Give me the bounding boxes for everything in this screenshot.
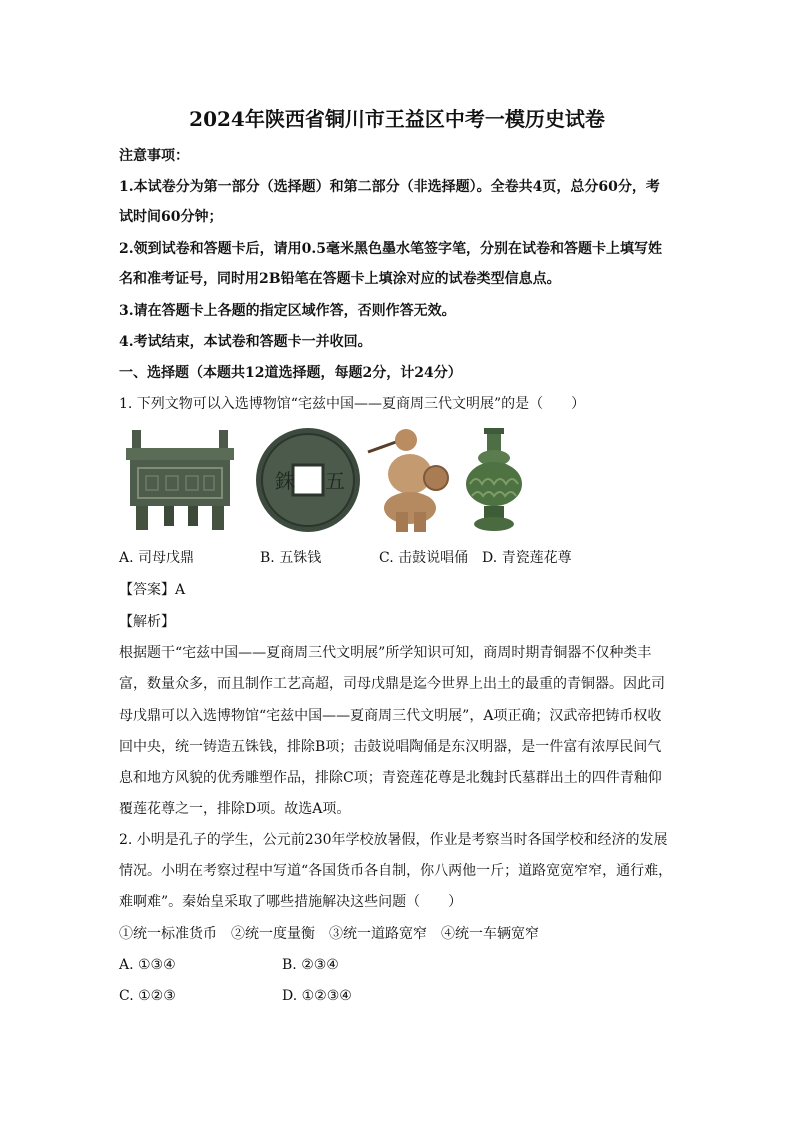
coin-char-wu: 五 xyxy=(325,469,345,493)
q2-choices: ①统一标准货币 ②统一度量衡 ③统一道路宽窄 ④统一车辆宽窄 xyxy=(119,926,539,942)
question-2-stem-line-2: 情况。小明在考察过程中写道“各国货币各自制，你八两他一斤；道路宽宽窄窄，通行难， xyxy=(119,863,673,879)
q1-option-b: B. 五铢钱 xyxy=(260,550,322,566)
q2-option-b: B. ②③④ xyxy=(282,957,339,973)
section-heading-choice: 一、选择题（本题共12道选择题，每题2分，计24分） xyxy=(119,365,462,381)
wuzhu-coin-icon xyxy=(253,426,363,534)
q1-analysis-line-6: 覆莲花尊之一，排除D项。故选A项。 xyxy=(119,801,351,817)
question-2-stem-line-3: 难啊难”。秦始皇采取了哪些措施解决这些问题（ ） xyxy=(119,894,463,910)
bronze-ding-icon xyxy=(124,426,236,534)
drummer-figurine-icon xyxy=(366,426,454,534)
exam-title: 2024年陕西省铜川市王益区中考一模历史试卷 xyxy=(189,107,605,131)
q1-analysis-line-4: 回中央，统一铸造五铢钱，排除B项；击鼓说唱陶俑是东汉明器，是一件富有浓厚民间气 xyxy=(119,739,662,755)
q1-option-d: D. 青瓷莲花尊 xyxy=(482,550,572,566)
celadon-zun-icon xyxy=(462,426,526,534)
q2-option-a: A. ①③④ xyxy=(119,957,176,973)
q1-analysis-line-1: 根据题干“宅兹中国——夏商周三代文明展”所学知识可知，商周时期青铜器不仅种类丰 xyxy=(119,645,652,661)
q1-analysis-heading: 【解析】 xyxy=(119,614,175,630)
q1-option-c: C. 击鼓说唱俑 xyxy=(379,550,469,566)
notice-item-3: 3.请在答题卡上各题的指定区域作答，否则作答无效。 xyxy=(119,303,456,319)
q1-option-a: A. 司母戊鼎 xyxy=(119,550,195,566)
q1-analysis-line-5: 息和地方风貌的优秀雕塑作品，排除C项；青瓷莲花尊是北魏封氏墓群出土的四件青釉仰 xyxy=(119,770,662,786)
q1-analysis-line-2: 富，数量众多，而且制作工艺高超，司母戊鼎是迄今世界上出土的最重的青铜器。因此司 xyxy=(119,676,665,692)
q2-option-d: D. ①②③④ xyxy=(282,988,352,1004)
notice-item-4: 4.考试结束，本试卷和答题卡一并收回。 xyxy=(119,334,372,350)
q2-option-c: C. ①②③ xyxy=(119,988,176,1004)
notice-heading: 注意事项： xyxy=(119,148,189,164)
notice-item-2-line-2: 名和准考证号，同时用2B铅笔在答题卡上填涂对应的试卷类型信息点。 xyxy=(119,271,561,287)
notice-item-1-line-2: 试时间60分钟； xyxy=(119,209,223,225)
q1-answer: 【答案】A xyxy=(119,582,186,598)
notice-item-1-line-1: 1.本试卷分为第一部分（选择题）和第二部分（非选择题）。全卷共4页，总分60分，考 xyxy=(119,179,660,195)
coin-char-zhu: 銖 xyxy=(275,469,295,493)
question-2-stem-line-1: 2. 小明是孔子的学生，公元前230年学校放暑假，作业是考察当时各国学校和经济的发展 xyxy=(119,832,668,848)
notice-item-2-line-1: 2.领到试卷和答题卡后，请用0.5毫米黑色墨水笔签字笔，分别在试卷和答题卡上填写姓 xyxy=(119,241,662,257)
question-1-stem: 1. 下列文物可以入选博物馆“宅兹中国——夏商周三代文明展”的是（ ） xyxy=(119,396,586,412)
q1-analysis-line-3: 母戊鼎可以入选博物馆“宅兹中国——夏商周三代文明展”，A项正确；汉武帝把铸币权收 xyxy=(119,708,662,724)
